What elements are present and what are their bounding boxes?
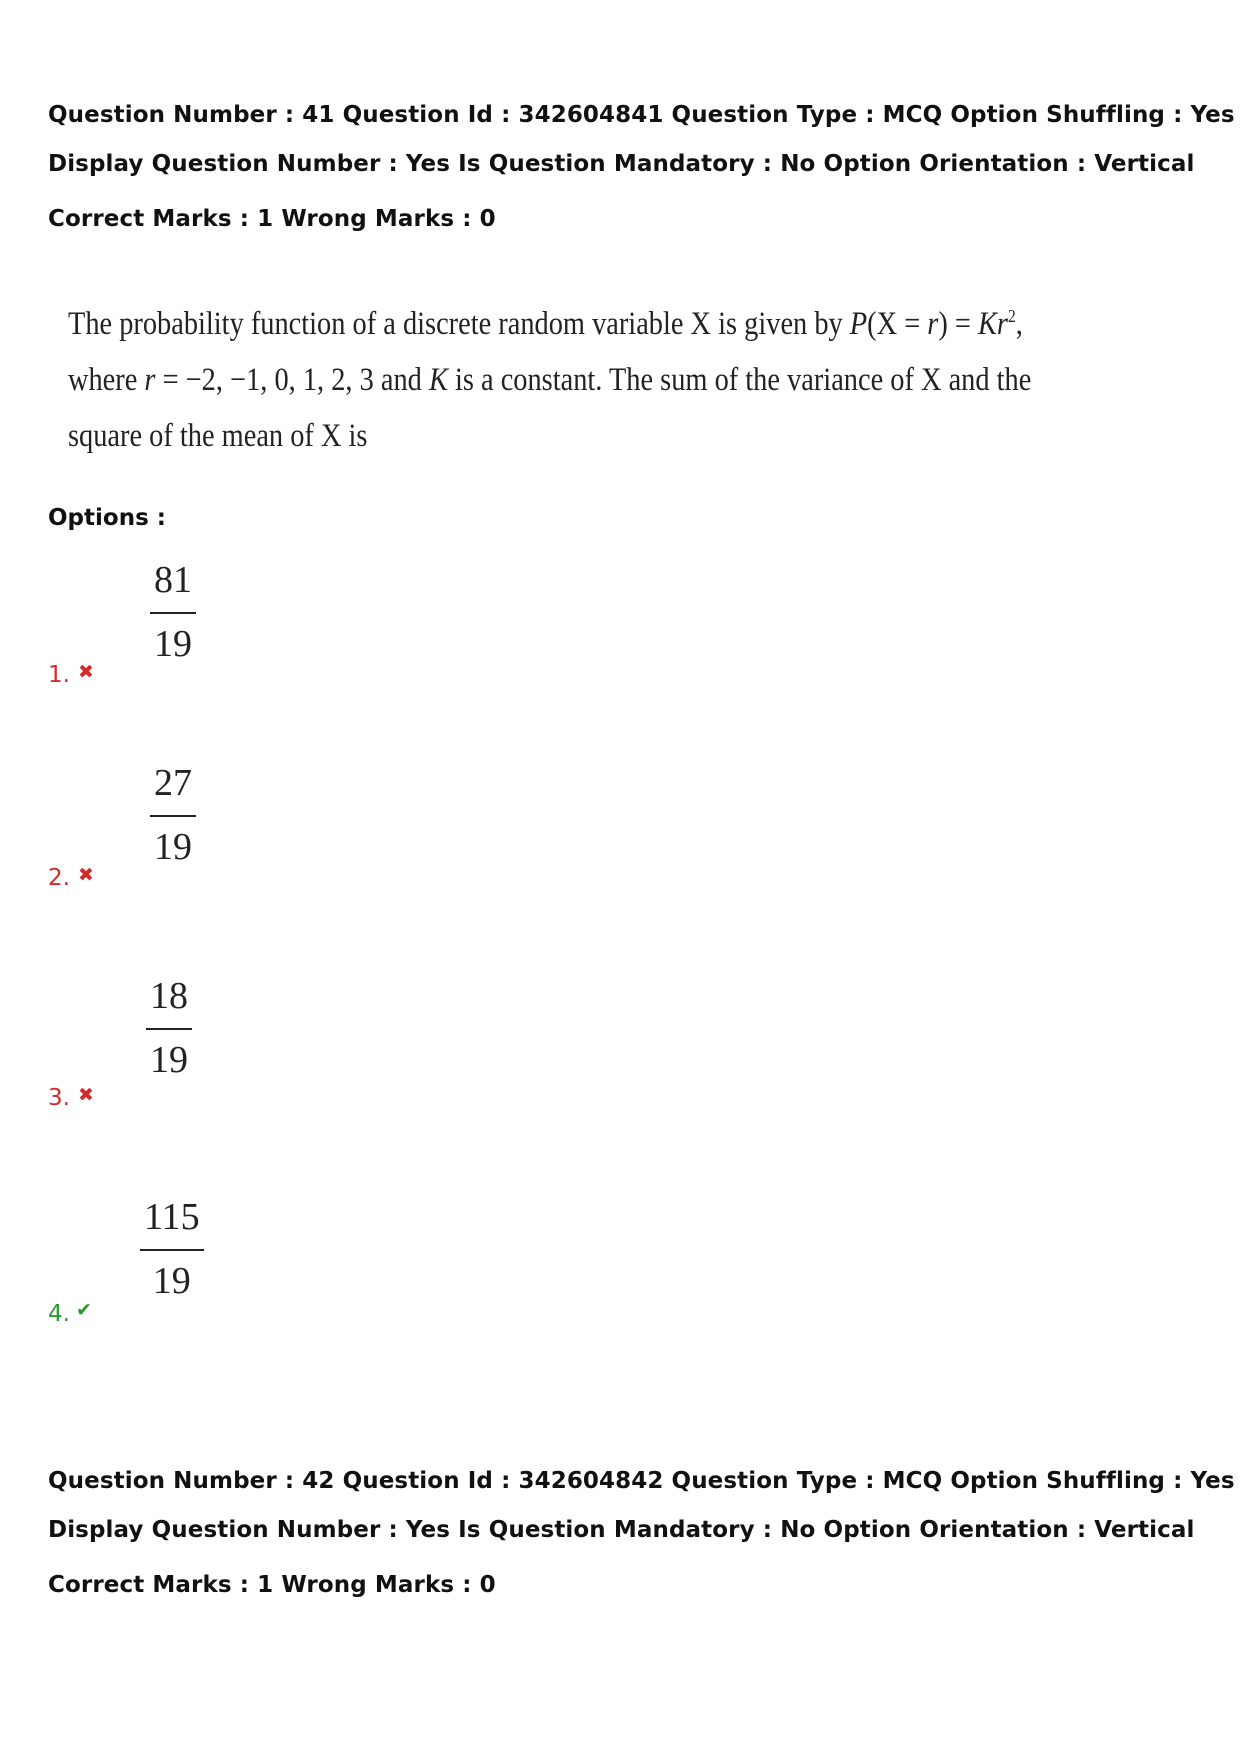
fraction-bar (140, 1249, 204, 1251)
option-3-numerator: 18 (150, 975, 188, 1017)
option-4-number: 4. (48, 1301, 70, 1327)
wrong-cross-icon: ✖ (78, 661, 94, 683)
question-41-meta-line-1: Question Number : 41 Question Id : 342604841 Question Type : MCQ Option Shuffling : Yes (48, 102, 1235, 128)
option-3-number: 3. (48, 1085, 70, 1111)
fraction-bar (150, 612, 196, 614)
option-1-denominator: 19 (154, 623, 192, 665)
question-text-line-2: where r = −2, −1, 0, 1, 2, 3 and K is a constant. The sum of the variance of X and the (68, 362, 1032, 398)
question-41-meta-line-2: Display Question Number : Yes Is Question Mandatory : No Option Orientation : Vertical (48, 151, 1195, 177)
question-41-meta-line-3: Correct Marks : 1 Wrong Marks : 0 (48, 206, 496, 232)
option-4-fraction (140, 1195, 204, 1303)
question-text-line-1: The probability function of a discrete random variable X is given by $P(X = r) = Kr^2$, (68, 306, 1023, 342)
option-3-denominator: 19 (150, 1039, 188, 1081)
option-2-fraction (150, 761, 196, 869)
question-42-meta-line-3: Correct Marks : 1 Wrong Marks : 0 (48, 1572, 496, 1598)
option-1-numerator: 81 (154, 559, 192, 601)
wrong-cross-icon: ✖ (78, 1084, 94, 1106)
option-3-fraction (146, 974, 192, 1082)
option-1-fraction (150, 558, 196, 666)
option-1[interactable] (48, 558, 448, 708)
option-2-numerator: 27 (154, 762, 192, 804)
option-4-numerator: 115 (144, 1196, 200, 1238)
fraction-bar (146, 1028, 192, 1030)
option-2-number: 2. (48, 865, 70, 891)
option-4[interactable] (48, 1195, 448, 1345)
fraction-bar (150, 815, 196, 817)
question-42-meta-line-2: Display Question Number : Yes Is Question Mandatory : No Option Orientation : Vertical (48, 1517, 1195, 1543)
option-2-denominator: 19 (154, 826, 192, 868)
option-1-number: 1. (48, 662, 70, 688)
question-42-meta-line-1: Question Number : 42 Question Id : 342604842 Question Type : MCQ Option Shuffling : Yes (48, 1468, 1235, 1494)
question-41-text (68, 288, 1032, 464)
wrong-cross-icon: ✖ (78, 864, 94, 886)
correct-check-icon: ✔ (76, 1299, 92, 1321)
option-2[interactable] (48, 761, 448, 911)
question-text-line-3: square of the mean of X is (68, 418, 368, 454)
option-4-denominator: 19 (152, 1260, 191, 1302)
options-label: Options : (48, 505, 166, 531)
option-3[interactable] (48, 974, 448, 1124)
